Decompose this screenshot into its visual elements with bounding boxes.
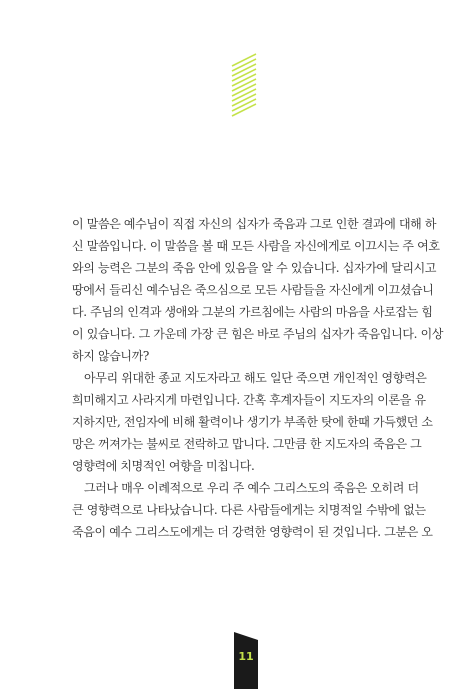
paragraph-2 (72, 367, 433, 477)
paragraph-1 (72, 213, 444, 367)
text-line: 하지 않습니까? (72, 349, 150, 363)
text-line: 와의 능력은 그분의 죽음 안에 있음을 알 수 있습니다. 십자가에 달리시고 (72, 261, 437, 275)
text-line: 큰 영향력으로 나타났습니다. 다른 사람들에게는 치명적일 수밖에 없는 (72, 503, 426, 517)
diagonal-stripes-icon (232, 60, 256, 110)
text-line: 이 있습니다. 그 가운데 가장 큰 힘은 바로 주님의 십자가 죽음입니다. 이상 (72, 327, 444, 341)
text-line: 죽음이 예수 그리스도에게는 더 강력한 영향력이 된 것입니다. 그분은 오 (72, 525, 433, 539)
text-line: 그러나 매우 이례적으로 우리 주 예수 그리스도의 죽음은 오히려 더 (84, 481, 419, 495)
page-number: 11 (238, 650, 254, 663)
text-line: 다. 주님의 인격과 생애와 그분의 가르침에는 사람의 마음을 사로잡는 힘 (72, 305, 433, 319)
text-line: 영향력에 치명적인 여향을 미칩니다. (72, 459, 255, 473)
text-line: 이 말씀은 예수님이 직접 자신의 십자가 죽음과 그로 인한 결과에 대해 하 (72, 217, 437, 231)
text-line: 신 말씀입니다. 이 말씀을 볼 때 모든 사람을 자신에게로 이끄시는 주 여호 (72, 239, 440, 253)
text-line: 희미해지고 사라지게 마련입니다. 간혹 후계자들이 지도자의 이론을 유 (72, 393, 426, 407)
text-line: 아무리 위대한 종교 지도자라고 해도 일단 죽으면 개인적인 영향력은 (84, 371, 427, 385)
text-line: 지하지만, 전임자에 비해 활력이나 생기가 부족한 탓에 한때 가득했던 소 (72, 415, 433, 429)
text-line: 망은 꺼져가는 불씨로 전락하고 맙니다. 그만큼 한 지도자의 죽음은 그 (72, 437, 422, 451)
text-line: 땅에서 들리신 예수님은 죽으심으로 모든 사람들을 자신에게 이끄셨습니 (72, 283, 434, 297)
body-text (72, 213, 444, 543)
paragraph-3 (72, 477, 433, 543)
